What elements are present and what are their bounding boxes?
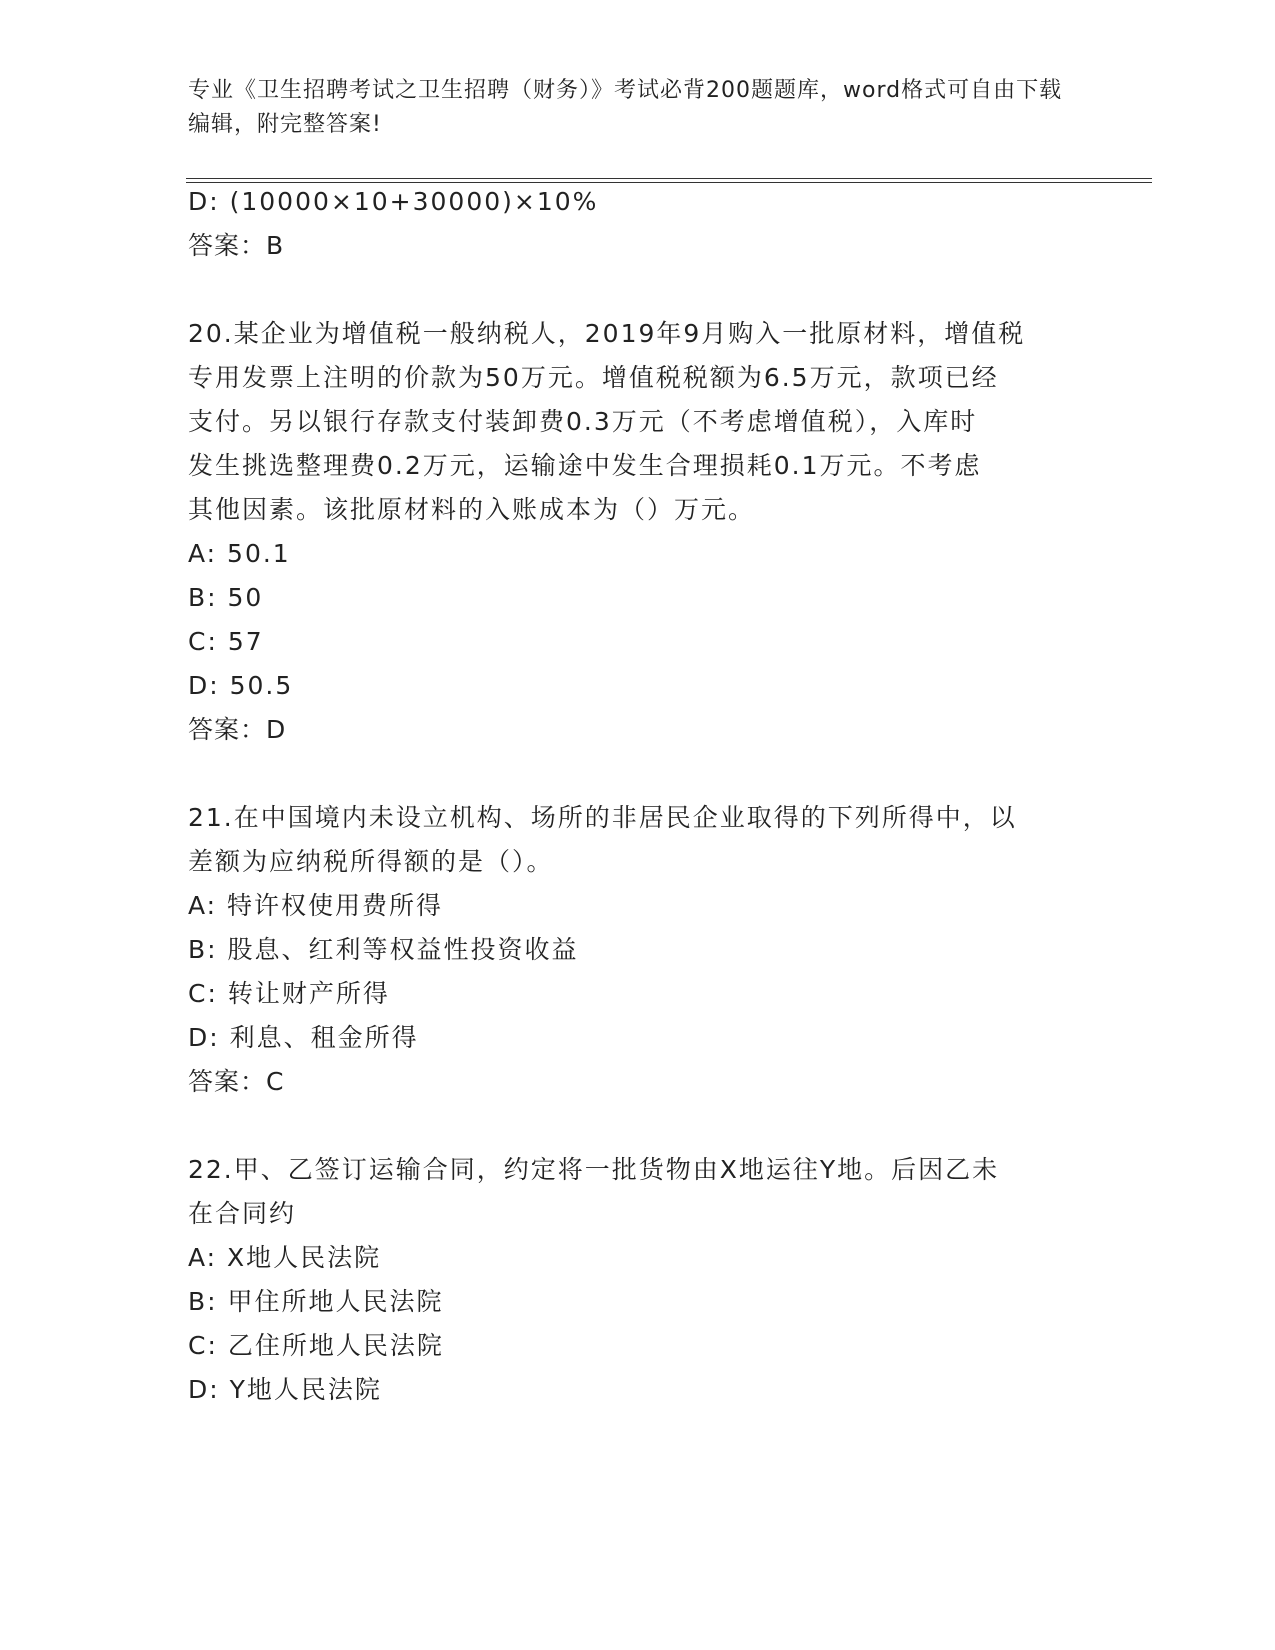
q21-option-d: D: 利息、租金所得 (188, 1023, 419, 1052)
q21-option-b: B: 股息、红利等权益性投资收益 (188, 935, 579, 964)
q22-option-a: A: X地人民法院 (188, 1243, 382, 1272)
q22-option-c: C: 乙住所地人民法院 (188, 1331, 444, 1360)
q22-stem-line-2: 在合同约 (188, 1199, 297, 1228)
q20-stem-line-5: 其他因素。该批原材料的入账成本为（）万元。 (188, 495, 756, 524)
q22-stem-line-1: 22.甲、乙签订运输合同，约定将一批货物由X地运往Y地。后因乙未 (188, 1155, 1000, 1184)
q21-answer: 答案：C (188, 1067, 285, 1096)
q21-option-c: C: 转让财产所得 (188, 979, 390, 1008)
q20-option-d: D: 50.5 (188, 671, 294, 700)
q21-option-a: A: 特许权使用费所得 (188, 891, 444, 920)
q20-stem-line-2: 专用发票上注明的价款为50万元。增值税税额为6.5万元，款项已经 (188, 363, 999, 392)
q20-stem-line-4: 发生挑选整理费0.2万元，运输途中发生合理损耗0.1万元。不考虑 (188, 451, 982, 480)
q21-stem-line-2: 差额为应纳税所得额的是（）。 (188, 847, 554, 876)
q22-option-b: B: 甲住所地人民法院 (188, 1287, 444, 1316)
q20-stem-line-1: 20.某企业为增值税一般纳税人，2019年9月购入一批原材料，增值税 (188, 319, 1026, 348)
header-divider-top (186, 178, 1152, 179)
q20-option-a: A: 50.1 (188, 539, 291, 568)
q21-stem-line-1: 21.在中国境内未设立机构、场所的非居民企业取得的下列所得中，以 (188, 803, 1017, 832)
q20-option-b: B: 50 (188, 583, 264, 612)
prev-option-d: D: (10000×10+30000)×10% (188, 187, 599, 216)
header-divider-bottom (186, 182, 1152, 183)
q20-option-c: C: 57 (188, 627, 264, 656)
document-header: 专业《卫生招聘考试之卫生招聘（财务）》考试必背200题题库，word格式可自由下载编辑，附完整答案! (188, 78, 1063, 137)
q20-answer: 答案：D (188, 715, 287, 744)
prev-answer: 答案：B (188, 231, 285, 260)
q20-stem-line-3: 支付。另以银行存款支付装卸费0.3万元（不考虑增值税），入库时 (188, 407, 978, 436)
q22-option-d: D: Y地人民法院 (188, 1375, 382, 1404)
